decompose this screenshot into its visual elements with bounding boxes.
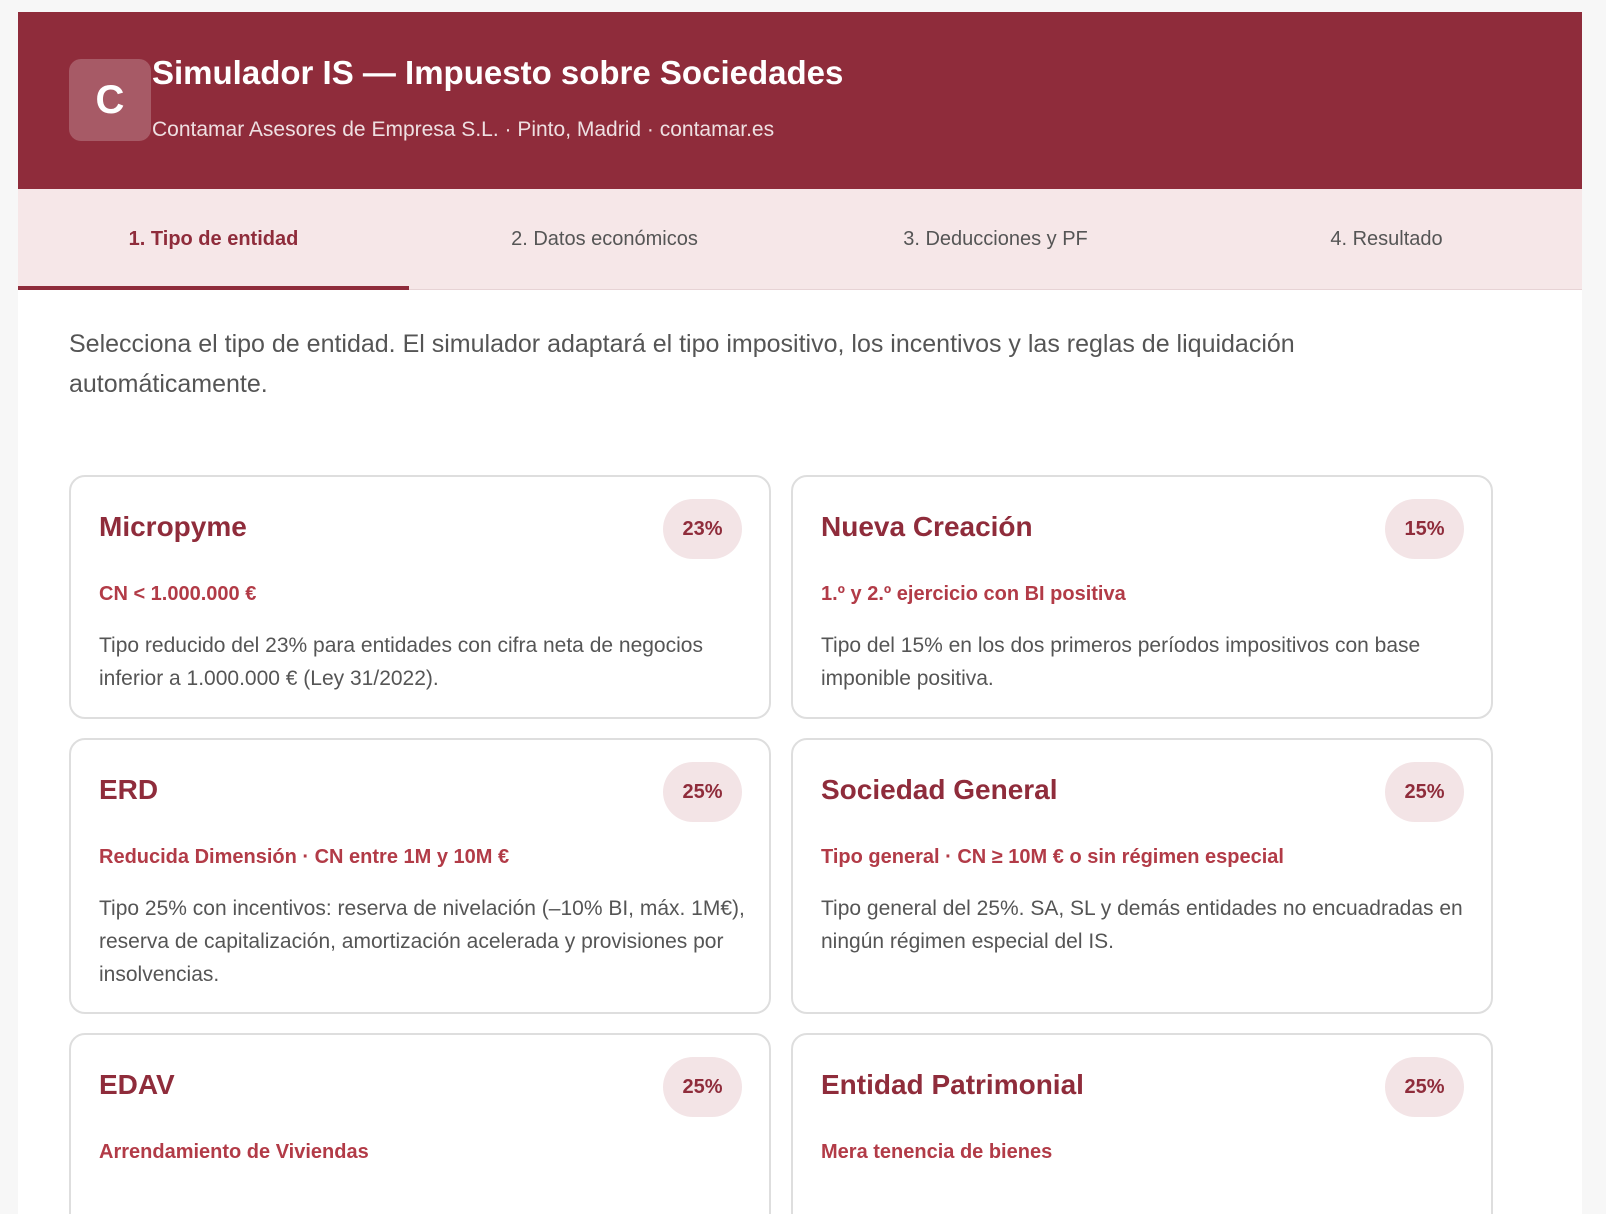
intro-text: Selecciona el tipo de entidad. El simulador adaptará el tipo impositivo, los incentivos y las reglas de liquidación automáticamente. [69,330,1295,398]
page-subtitle: Contamar Asesores de Empresa S.L. · Pinto, Madrid · contamar.es [152,118,775,141]
tab-deducciones-pf[interactable]: 3. Deducciones y PF [903,227,1088,250]
entity-subtitle: Tipo general · CN ≥ 10M € o sin régimen especial [821,846,1284,868]
entity-card-sociedad-general[interactable] [791,738,1493,1014]
tab-resultado[interactable]: 4. Resultado [1330,227,1443,250]
tab-datos-economicos[interactable]: 2. Datos económicos [511,227,698,250]
entity-subtitle: Mera tenencia de bienes [821,1141,1053,1163]
rate-badge: 25% [663,1057,742,1117]
rate-badge: 25% [1385,1057,1464,1117]
entity-subtitle: 1.º y 2.º ejercicio con BI positiva [821,583,1126,605]
tab-tipo-entidad[interactable]: 1. Tipo de entidad [18,189,409,289]
entity-card-nueva-creacion[interactable] [791,475,1493,719]
rate-badge: 25% [663,762,742,822]
entity-name: Nueva Creación [821,511,1033,542]
entity-card-entidad-patrimonial[interactable] [791,1033,1493,1214]
entity-description: Tipo general del 25%. SA, SL y demás entidades no encuadradas en ningún régimen especial del IS. [821,897,1463,953]
header [18,12,1582,189]
entity-card-edav[interactable] [69,1033,771,1214]
entity-name: Entidad Patrimonial [821,1069,1084,1100]
entity-name: ERD [99,774,159,805]
entity-name: Sociedad General [821,774,1058,805]
company-logo: C [69,59,151,141]
rate-badge: 23% [663,499,742,559]
entity-card-erd[interactable] [69,738,771,1014]
rate-badge: 25% [1385,762,1464,822]
entity-description: Tipo 25% con incentivos: reserva de nivelación (–10% BI, máx. 1M€), reserva de capitalización, amortización acelerada y provisiones por insolvencias. [99,897,745,986]
entity-description: Tipo reducido del 23% para entidades con cifra neta de negocios inferior a 1.000.000 € (Ley 31/2022). [99,634,703,690]
entity-description: Tipo del 15% en los dos primeros períodos impositivos con base imponible positiva. [821,634,1421,690]
rate-badge: 15% [1385,499,1464,559]
page-title: Simulador IS — Impuesto sobre Sociedades [152,54,844,91]
entity-subtitle: Arrendamiento de Viviendas [99,1141,369,1163]
entity-name: Micropyme [99,511,247,542]
step-tabs [18,189,1582,290]
entity-card-micropyme[interactable] [69,475,771,719]
simulator-app [18,12,1582,1214]
entity-subtitle: Reducida Dimensión · CN entre 1M y 10M € [99,846,510,868]
entity-name: EDAV [99,1069,175,1100]
entity-subtitle: CN < 1.000.000 € [99,583,257,605]
